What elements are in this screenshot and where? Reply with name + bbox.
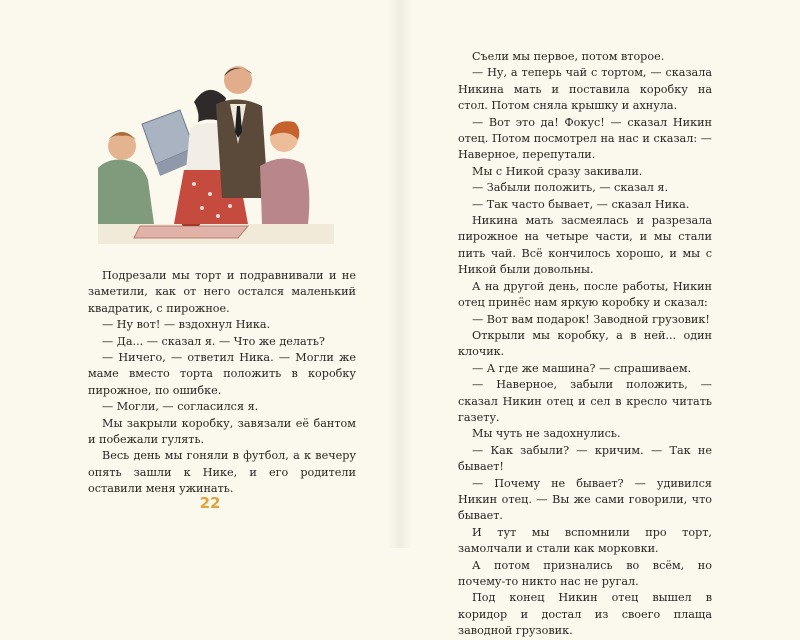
paragraph: — Да... — сказал я. — Что же делать?	[102, 334, 325, 348]
paragraph: Съели мы первое, потом второе.	[472, 50, 665, 63]
paragraph: — Как забыли? — кричим. — Так не бывает!	[458, 443, 712, 474]
family-illustration	[98, 48, 334, 244]
paragraph: Под конец Никин отец вышел в коридор и достал из своего плаща заводной грузовик.	[458, 591, 712, 638]
paragraph: Никина мать засмеялась и разрезала пирожное на четыре части, и мы стали пить чай. Всё кончилось хорошо, и мы с Никой были довольны.	[458, 214, 712, 277]
paragraph: — Вот это да! Фокус! — сказал Никин отец. Потом посмотрел на нас и сказал: — Наверное, перепутали.	[458, 115, 712, 162]
paragraph: И тут мы вспомнили про торт, замолчали и стали как морковки.	[458, 525, 712, 556]
paragraph: А потом признались во всём, но почему-то никто нас не ругал.	[458, 558, 712, 588]
paragraph: — Ну вот! — вздохнул Ника.	[102, 318, 271, 332]
paragraph: Мы закрыли коробку, завязали её бантом и побежали гулять.	[88, 416, 356, 447]
paragraph: Открыли мы коробку, а в ней... один клочик.	[458, 328, 712, 359]
paragraph: — Наверное, забыли положить, — сказал Никин отец и сел в кресло читать газету.	[458, 378, 712, 424]
paragraph: — Ничего, — ответил Ника. — Могли же маме вместо торта положить в коробку пирожное, по ошибке.	[88, 351, 356, 397]
left-page-text	[88, 268, 356, 498]
paragraph: — А где же машина? — спрашиваем.	[472, 361, 692, 375]
paragraph: Мы с Никой сразу закивали.	[472, 164, 643, 178]
paragraph: Подрезали мы торт и подравнивали и не заметили, как от него остался маленький квадратик, с пирожное.	[88, 269, 356, 315]
page-number: 22	[199, 494, 221, 512]
left-page	[0, 0, 400, 548]
paragraph: — Вот вам подарок! Заводной грузовик!	[472, 312, 710, 326]
paragraph: — Так часто бывает, — сказал Ника.	[472, 197, 690, 211]
paragraph: Весь день мы гоняли в футбол, а к вечеру опять зашли к Нике, и его родители оставили меня ужинать.	[88, 449, 356, 496]
right-page-text	[458, 49, 712, 640]
paragraph: — Забыли положить, — сказал я.	[472, 181, 669, 195]
paragraph: — Ну, а теперь чай с тортом, — сказала Никина мать и поставила коробку на стол. Потом сняла крышку и ахнула.	[458, 66, 712, 113]
paragraph: — Могли, — согласился я.	[102, 400, 259, 414]
paragraph: Мы чуть не задохнулись.	[472, 427, 621, 441]
right-page	[400, 0, 800, 638]
paragraph: А на другой день, после работы, Никин отец принёс нам яркую коробку и сказал:	[458, 279, 712, 310]
paragraph: — Почему не бывает? — удивился Никин отец. — Вы же сами говорили, что бывает.	[458, 476, 712, 523]
